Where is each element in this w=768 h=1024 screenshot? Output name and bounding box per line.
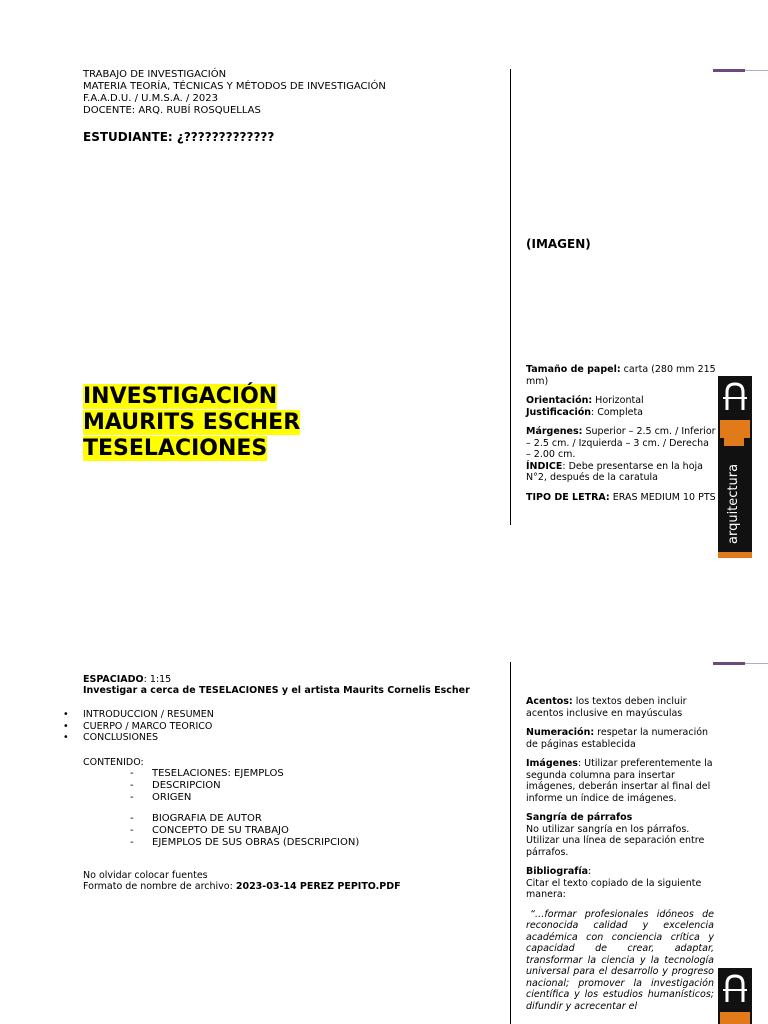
column-divider [510,662,511,1024]
list-item: • CUERPO / MARCO TEORICO [63,720,213,732]
arquitectura-logo [718,968,752,1024]
title-line: TESELACIONES [83,436,268,461]
quote-text: “…formar profesionales idóneos de reconocida calidad y excelencia académica con conciencia crítica y capacidad de crear, adaptar, transformar la ciencia y la tecnología universal para el desarrollo y progreso nacional; promover la investigación científica y los estudios humanísticos; difundir y acrecentar el [526,908,714,1012]
spacing-line [83,674,171,686]
column-divider [510,69,511,525]
sources-note: No olvidar colocar fuentes [83,870,208,881]
image-placeholder: (IMAGEN) [526,237,591,251]
accent-bar [713,69,745,72]
header-line: F.A.A.D.U. / U.M.S.A. / 2023 [83,93,218,104]
logo-text: arquitectura [726,463,741,544]
list-item: • INTRODUCCION / RESUMEN [63,709,214,720]
list-item: - BIOGRAFIA DE AUTOR [130,813,359,825]
guideline-imagenes: Imágenes: Utilizar preferentemente la segunda columna para insertar imágenes, deberán insertar al final del informe un índice de imágenes. [526,758,713,804]
list-item: - CONCEPTO DE SU TRABAJO [130,825,359,837]
file-format-value: 2023-03-14 PEREZ PEPITO.PDF [235,881,401,892]
spec-justification: Justificación: Completa [526,406,643,418]
contenido-label: CONTENIDO: [83,757,144,768]
header-line: TRABAJO DE INVESTIGACIÓN [83,69,227,80]
structure-list [63,709,214,744]
file-format-note: Formato de nombre de archivo: 2023-03-14 PEREZ PEPITO.PDF [83,881,401,892]
spec-index: ÍNDICE: Debe presentarse en la hoja N°2, después de la caratula [526,460,703,483]
main-title [83,384,300,462]
list-item: - TESELACIONES: EJEMPLOS [130,768,284,780]
list-item: - ORIGEN [130,792,284,804]
accent-line [745,70,768,71]
instruction: Investigar a cerca de TESELACIONES y el artista Maurits Cornelis Escher [83,685,470,696]
guideline-acentos: Acentos: los textos deben incluir acentos inclusive en mayúsculas [526,696,687,719]
list-item: - DESCRIPCION [130,780,284,792]
spec-paper: Tamaño de papel: carta (280 mm 215 mm) [526,364,716,387]
logo-mark-icon [718,376,752,420]
guideline-bibliografia: Bibliografía: Citar el texto copiado de la siguiente manera: [526,866,702,900]
guideline-sangria: Sangría de párrafos No utilizar sangría en los párrafos. Utilizar una línea de separación entre párrafos. [526,812,705,858]
list-item: • CONCLUSIONES [63,732,159,743]
logo-mark-icon [718,968,752,1012]
arquitectura-logo [718,376,752,558]
contenido-list-1 [130,768,284,804]
spec-font: TIPO DE LETRA: ERAS MEDIUM 10 PTS [526,491,716,503]
student-name: ESTUDIANTE: ¿????????????? [83,130,275,144]
spacing-label: ESPACIADO [83,674,144,685]
title-line: MAURITS ESCHER [83,410,301,435]
guidelines-column [526,696,714,1020]
accent-line [745,663,768,664]
guideline-numeracion: Numeración: respetar la numeración de páginas establecida [526,727,709,750]
header-block [83,69,386,117]
title-line: INVESTIGACIÓN [83,384,278,409]
format-specs [526,364,716,511]
header-line: MATERIA TEORÍA, TÉCNICAS Y MÉTODOS DE INVESTIGACIÓN [83,81,386,92]
contenido-list-2 [130,813,359,849]
accent-bar [713,662,745,665]
header-line: DOCENTE: ARQ. RUBÍ ROSQUELLAS [83,105,261,116]
list-item: - EJEMPLOS DE SUS OBRAS (DESCRIPCION) [130,837,359,849]
spec-margins: Márgenes: Superior – 2.5 cm. / Inferior – 2.5 cm. / Izquierda – 3 cm. / Derecha – 2.00 cm. [526,426,716,460]
spec-orientation: Orientación: Horizontal [526,395,644,406]
spacing-value: : 1:15 [143,674,172,685]
